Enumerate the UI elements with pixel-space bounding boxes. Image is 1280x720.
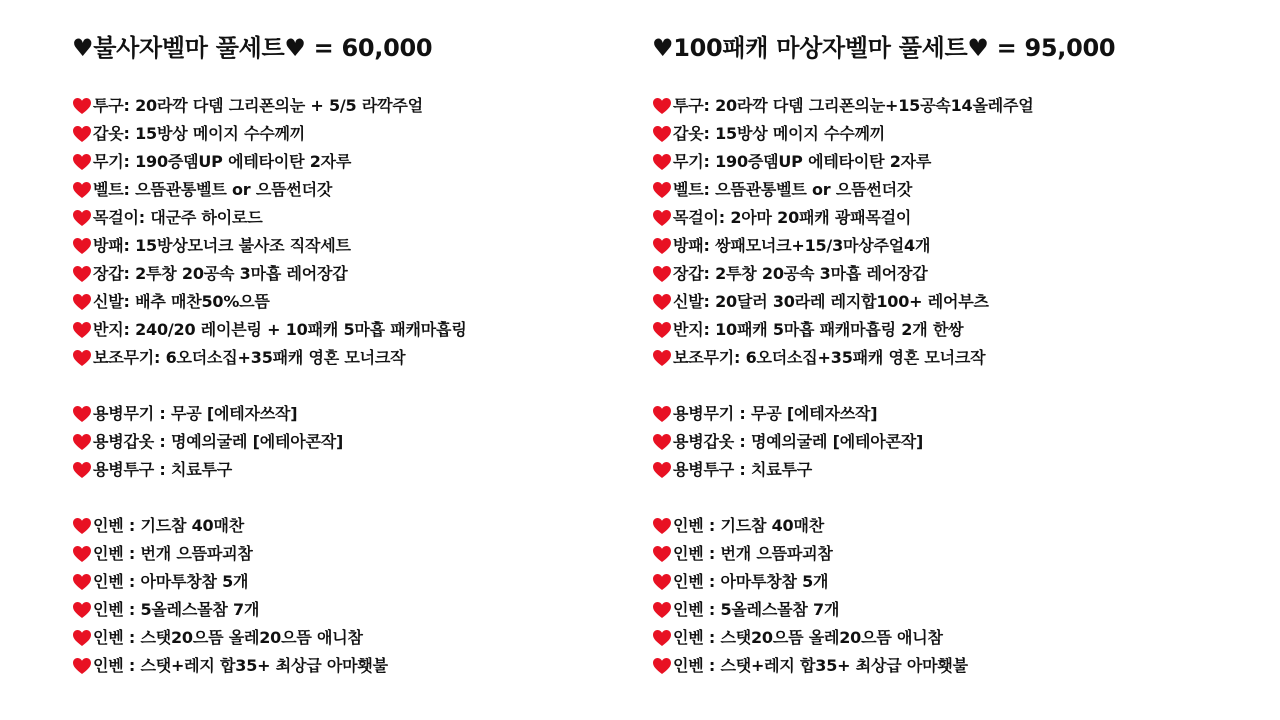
list-item [652, 120, 1252, 148]
red-heart-icon [652, 209, 672, 227]
left-title: ♥불사자벨마 풀세트♥ = 60,000 [72, 34, 433, 62]
list-item-text: 인벤 : 스탯+레지 합35+ 최상급 아마횃불 [93, 656, 388, 675]
list-item [652, 288, 1252, 316]
list-item-text: 용병갑옷 : 명예의굴레 [에테아콘작] [673, 432, 924, 451]
red-heart-icon [72, 601, 92, 619]
list-item-text: 장갑: 2투창 20공속 3마흡 레어장갑 [673, 264, 928, 283]
list-item-text: 인벤 : 스탯20으뜸 올레20으뜸 애니참 [93, 628, 363, 647]
red-heart-icon [72, 209, 92, 227]
list-item-text: 반지: 10패캐 5마흡 패캐마흡링 2개 한쌍 [673, 320, 964, 339]
list-item-text: 보조무기: 6오더소집+35패캐 영혼 모너크작 [673, 348, 986, 367]
red-heart-icon [72, 321, 92, 339]
red-heart-icon [72, 265, 92, 283]
list-item-text: 갑옷: 15방상 메이지 수수께끼 [673, 124, 885, 143]
red-heart-icon [652, 405, 672, 423]
red-heart-icon [72, 517, 92, 535]
list-item [72, 456, 672, 484]
list-item [72, 512, 672, 540]
list-item [72, 92, 672, 120]
list-item-text: 벨트: 으뜸관통벨트 or 으뜸썬더갓 [673, 180, 913, 199]
list-item-text: 무기: 190증뎀UP 에테타이탄 2자루 [673, 152, 932, 171]
list-item-text: 용병투구 : 치료투구 [93, 460, 232, 479]
list-item-text: 목걸이: 2아마 20패캐 광패목걸이 [673, 208, 912, 227]
right-column [652, 30, 1252, 708]
red-heart-icon [72, 461, 92, 479]
list-item-text: 신발: 배추 매찬50%으뜸 [93, 292, 270, 311]
list-item-text: 신발: 20달러 30라레 레지합100+ 레어부츠 [673, 292, 989, 311]
list-item-text: 인벤 : 스탯20으뜸 올레20으뜸 애니참 [673, 628, 943, 647]
list-item-text: 인벤 : 번개 으뜸파괴참 [93, 544, 253, 563]
list-item [652, 232, 1252, 260]
left-item-group [72, 92, 672, 372]
right-item-group [652, 92, 1252, 372]
red-heart-icon [652, 433, 672, 451]
list-item-text: 용병투구 : 치료투구 [673, 460, 812, 479]
red-heart-icon [652, 601, 672, 619]
list-item-text: 인벤 : 스탯+레지 합35+ 최상급 아마횃불 [673, 656, 968, 675]
list-item [652, 176, 1252, 204]
list-item [72, 316, 672, 344]
list-item-text: 용병무기 : 무공 [에테자쓰작] [93, 404, 298, 423]
left-item-groups [72, 92, 672, 680]
list-item-text: 벨트: 으뜸관통벨트 or 으뜸썬더갓 [93, 180, 333, 199]
red-heart-icon [72, 433, 92, 451]
right-title: ♥100패캐 마상자벨마 풀세트♥ = 95,000 [652, 34, 1116, 62]
red-heart-icon [652, 461, 672, 479]
red-heart-icon [652, 125, 672, 143]
list-item [72, 624, 672, 652]
list-item [652, 456, 1252, 484]
red-heart-icon [652, 629, 672, 647]
list-item [652, 148, 1252, 176]
red-heart-icon [72, 405, 92, 423]
list-item [72, 596, 672, 624]
left-item-group [72, 512, 672, 680]
list-item-text: 반지: 240/20 레이븐링 + 10패캐 5마흡 패캐마흡링 [93, 320, 467, 339]
list-item [72, 148, 672, 176]
list-item [652, 92, 1252, 120]
red-heart-icon [652, 293, 672, 311]
right-item-group [652, 512, 1252, 680]
list-item-text: 인벤 : 5올레스몰참 7개 [93, 600, 260, 619]
red-heart-icon [72, 153, 92, 171]
list-item [72, 260, 672, 288]
list-item [72, 288, 672, 316]
list-item-text: 장갑: 2투창 20공속 3마흡 레어장갑 [93, 264, 348, 283]
red-heart-icon [72, 125, 92, 143]
red-heart-icon [652, 97, 672, 115]
red-heart-icon [652, 153, 672, 171]
list-item-text: 목걸이: 대군주 하이로드 [93, 208, 263, 227]
red-heart-icon [652, 181, 672, 199]
list-item [652, 568, 1252, 596]
list-item [652, 260, 1252, 288]
red-heart-icon [652, 517, 672, 535]
list-item [72, 400, 672, 428]
list-item [652, 596, 1252, 624]
red-heart-icon [72, 545, 92, 563]
red-heart-icon [72, 237, 92, 255]
list-item-text: 인벤 : 번개 으뜸파괴참 [673, 544, 833, 563]
list-item-text: 방패: 쌍패모너크+15/3마상주얼4개 [673, 236, 931, 255]
right-item-groups [652, 92, 1252, 680]
right-item-group [652, 400, 1252, 484]
left-item-group [72, 400, 672, 484]
list-item [652, 428, 1252, 456]
list-item [652, 540, 1252, 568]
red-heart-icon [652, 573, 672, 591]
list-item [72, 204, 672, 232]
list-item-text: 인벤 : 기드참 40매찬 [93, 516, 244, 535]
list-item-text: 보조무기: 6오더소집+35패캐 영혼 모너크작 [93, 348, 406, 367]
list-item-text: 무기: 190증뎀UP 에테타이탄 2자루 [93, 152, 352, 171]
list-item [72, 176, 672, 204]
red-heart-icon [72, 349, 92, 367]
red-heart-icon [652, 545, 672, 563]
list-item [72, 652, 672, 680]
list-item-text: 투구: 20라깍 다뎀 그리폰의눈 + 5/5 라깍주얼 [93, 96, 423, 115]
list-item [72, 344, 672, 372]
list-item-text: 인벤 : 기드참 40매찬 [673, 516, 824, 535]
red-heart-icon [652, 321, 672, 339]
list-item-text: 인벤 : 아마투창참 5개 [673, 572, 829, 591]
red-heart-icon [72, 293, 92, 311]
list-item-text: 투구: 20라깍 다뎀 그리폰의눈+15공속14올레주얼 [673, 96, 1034, 115]
list-item-text: 용병무기 : 무공 [에테자쓰작] [673, 404, 878, 423]
red-heart-icon [652, 265, 672, 283]
list-item [72, 232, 672, 260]
red-heart-icon [72, 97, 92, 115]
list-item [72, 568, 672, 596]
list-item [652, 400, 1252, 428]
red-heart-icon [652, 349, 672, 367]
list-item [72, 120, 672, 148]
list-item-text: 인벤 : 5올레스몰참 7개 [673, 600, 840, 619]
list-item [72, 428, 672, 456]
list-item-text: 방패: 15방상모너크 불사조 직작세트 [93, 236, 351, 255]
list-item [652, 316, 1252, 344]
red-heart-icon [72, 573, 92, 591]
list-item [652, 624, 1252, 652]
red-heart-icon [652, 237, 672, 255]
list-item [652, 652, 1252, 680]
red-heart-icon [652, 657, 672, 675]
left-column [72, 30, 672, 708]
list-item-text: 갑옷: 15방상 메이지 수수께끼 [93, 124, 305, 143]
red-heart-icon [72, 181, 92, 199]
list-item [652, 512, 1252, 540]
list-item-text: 인벤 : 아마투창참 5개 [93, 572, 249, 591]
red-heart-icon [72, 657, 92, 675]
list-item [652, 204, 1252, 232]
list-item-text: 용병갑옷 : 명예의굴레 [에테아콘작] [93, 432, 344, 451]
list-item [652, 344, 1252, 372]
list-item [72, 540, 672, 568]
red-heart-icon [72, 629, 92, 647]
